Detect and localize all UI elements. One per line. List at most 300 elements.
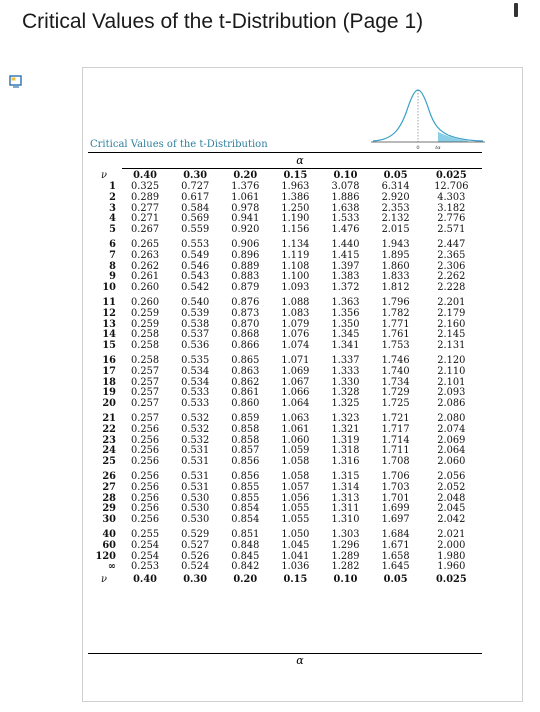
value-cell: 0.533 [181,398,210,410]
value-cell: 2.132 [381,213,410,225]
value-cell: 0.267 [131,224,160,236]
value-cell: 3.078 [331,181,360,192]
value-cell: 1.318 [331,445,360,457]
value-cell: 1.055 [281,503,310,515]
value-cell: 0.856 [231,456,260,468]
table-row [88,410,482,425]
value-cell: 0.879 [231,282,260,294]
value-cell: 0.257 [131,365,160,377]
value-cell: 1.740 [381,365,410,377]
value-cell: 0.876 [231,296,260,308]
value-cell: 1.250 [281,202,310,214]
df-cell: 6 [109,238,116,250]
value-cell: 1.055 [281,514,310,526]
table-row [88,236,482,251]
value-cell: 0.845 [231,550,260,562]
value-cell: 0.257 [131,376,160,388]
value-cell: 1.311 [331,503,360,515]
value-cell: 0.859 [231,412,260,424]
value-cell: 0.862 [231,376,260,388]
value-cell: 0.526 [181,550,210,562]
footer-alpha-cell: 0.15 [283,574,308,586]
table-row [88,399,482,410]
value-cell: 1.057 [281,481,310,493]
value-cell: 1.372 [331,282,360,294]
t-alpha-label: tα [435,145,441,150]
value-cell: 0.256 [131,456,160,468]
value-cell: 2.131 [437,340,466,352]
value-cell: 1.296 [331,539,360,551]
value-cell: 0.842 [231,561,260,573]
value-cell: 1.638 [331,202,360,214]
value-cell: 1.645 [381,561,410,573]
value-cell: 1.093 [281,282,310,294]
df-cell: 1 [109,181,116,192]
header-alpha-cell: 0.025 [435,170,467,181]
value-cell: 1.337 [331,354,360,366]
value-cell: 0.549 [181,249,210,261]
value-cell: 0.542 [181,282,210,294]
value-cell: 0.259 [131,318,160,330]
value-cell: 1.323 [331,412,360,424]
footer-alpha-cell: 0.025 [435,574,467,586]
value-cell: 1.076 [281,329,310,341]
value-cell: 0.854 [231,503,260,515]
value-cell: 0.530 [181,503,210,515]
value-cell: 0.263 [131,249,160,261]
value-cell: 0.531 [181,470,210,482]
value-cell: 0.941 [231,213,260,225]
value-cell: 2.160 [437,318,466,330]
value-cell: 1.058 [281,470,310,482]
df-cell: 24 [102,445,116,457]
value-cell: 0.535 [181,354,210,366]
value-cell: 2.120 [437,354,466,366]
header-alpha-cell: 0.10 [333,170,358,181]
value-cell: 0.617 [181,191,210,203]
value-cell: 0.257 [131,412,160,424]
value-cell: 0.256 [131,481,160,493]
value-cell: 0.258 [131,354,160,366]
value-cell: 0.536 [181,340,210,352]
value-cell: 1.943 [381,238,410,250]
header-alpha-cell: 0.40 [133,170,157,181]
value-cell: 1.708 [381,456,410,468]
value-cell: 0.257 [131,398,160,410]
value-cell: 1.303 [331,528,360,540]
table-row [88,352,482,367]
value-cell: 0.569 [181,213,210,225]
value-cell: 2.145 [437,329,466,341]
value-cell: 1.050 [281,528,310,540]
value-cell: 2.179 [437,307,466,319]
value-cell: 0.254 [131,550,160,562]
df-cell: 23 [102,434,116,446]
df-cell: 17 [102,365,116,377]
df-cell: 8 [109,260,116,272]
value-cell: 1.156 [281,224,310,236]
value-cell: 0.537 [181,329,210,341]
value-cell: 2.000 [437,539,466,551]
value-cell: 0.524 [181,561,210,573]
value-cell: 1.703 [381,481,410,493]
value-cell: 1.321 [331,423,360,435]
value-cell: 1.782 [381,307,410,319]
value-cell: 0.538 [181,318,210,330]
value-cell: 0.259 [131,307,160,319]
df-cell: 5 [109,224,116,236]
value-cell: 1.066 [281,387,310,399]
value-cell: 2.060 [437,456,466,468]
value-cell: 0.978 [231,202,260,214]
value-cell: 0.257 [131,387,160,399]
value-cell: 1.061 [231,191,260,203]
value-cell: 0.534 [181,365,210,377]
value-cell: 1.059 [281,445,310,457]
table-row [88,294,482,309]
value-cell: 1.397 [331,260,360,272]
value-cell: 0.540 [181,296,210,308]
value-cell: 1.289 [331,550,360,562]
value-cell: 1.058 [281,456,310,468]
value-cell: 0.856 [231,470,260,482]
footer-alpha-cell: 0.30 [183,574,208,586]
value-cell: 1.036 [281,561,310,573]
value-cell: 1.706 [381,470,410,482]
value-cell: 0.851 [231,528,260,540]
df-cell: 12 [102,307,116,319]
footer-alpha-cell: 0.10 [333,574,358,586]
value-cell: 1.717 [381,423,410,435]
df-cell: 40 [102,528,116,540]
value-cell: 1.045 [281,539,310,551]
alpha-footer: α [296,654,304,667]
value-cell: 0.539 [181,307,210,319]
value-cell: 2.093 [437,387,466,399]
value-cell: 0.858 [231,434,260,446]
alpha-label: α [448,131,452,137]
value-cell: 1.314 [331,481,360,493]
df-cell: 27 [102,481,116,493]
value-cell: 0.553 [181,238,210,250]
value-cell: 1.119 [281,249,310,261]
value-cell: 2.056 [437,470,466,482]
value-cell: 1.067 [281,376,310,388]
value-cell: 0.534 [181,376,210,388]
table-row [88,562,482,573]
value-cell: 1.711 [381,445,410,457]
value-cell: 0.860 [231,398,260,410]
value-cell: 0.265 [131,238,160,250]
value-cell: 2.045 [437,503,466,515]
table-row [88,225,482,236]
value-cell: 0.532 [181,412,210,424]
image-icon[interactable] [9,74,23,88]
value-cell: 1.063 [281,412,310,424]
value-cell: 1.761 [381,329,410,341]
scrollbar-handle[interactable] [514,3,518,17]
value-cell: 0.873 [231,307,260,319]
table-row [88,457,482,468]
value-cell: 0.533 [181,387,210,399]
value-cell: 0.584 [181,202,210,214]
value-cell: 0.543 [181,271,210,283]
value-cell: 1.310 [331,514,360,526]
value-cell: 2.353 [381,202,410,214]
value-cell: 1.725 [381,398,410,410]
value-cell: 2.048 [437,492,466,504]
value-cell: 0.256 [131,503,160,515]
df-cell: 16 [102,354,116,366]
table-row [88,526,482,541]
value-cell: 1.079 [281,318,310,330]
value-cell: 1.812 [381,282,410,294]
value-cell: 0.863 [231,365,260,377]
value-cell: 1.108 [281,260,310,272]
value-cell: 0.532 [181,434,210,446]
value-cell: 2.201 [437,296,466,308]
df-cell: 18 [102,376,116,388]
value-cell: 1.328 [331,387,360,399]
df-cell: 25 [102,456,116,468]
value-cell: 0.546 [181,260,210,272]
value-cell: 1.771 [381,318,410,330]
value-cell: 0.256 [131,514,160,526]
value-cell: 0.256 [131,434,160,446]
value-cell: 2.042 [437,514,466,526]
value-cell: 1.190 [281,213,310,225]
table-row [88,483,482,494]
value-cell: 0.531 [181,456,210,468]
value-cell: 0.254 [131,539,160,551]
value-cell: 1.860 [381,260,410,272]
value-cell: 4.303 [437,191,466,203]
value-cell: 1.316 [331,456,360,468]
value-cell: 1.684 [381,528,410,540]
value-cell: 0.260 [131,296,160,308]
value-cell: 2.064 [437,445,466,457]
value-cell: 2.228 [437,282,466,294]
value-cell: 0.325 [131,181,160,192]
value-cell: 0.861 [231,387,260,399]
value-cell: 1.833 [381,271,410,283]
value-cell: 1.386 [281,191,310,203]
value-cell: 0.866 [231,340,260,352]
table-row [88,541,482,552]
value-cell: 0.727 [181,181,210,192]
value-cell: 2.052 [437,481,466,493]
value-cell: 0.256 [131,492,160,504]
value-cell: 1.071 [281,354,310,366]
value-cell: 2.015 [381,224,410,236]
value-cell: 2.101 [437,376,466,388]
value-cell: 1.714 [381,434,410,446]
density-curve [373,90,483,141]
value-cell: 1.960 [437,561,466,573]
df-cell: 22 [102,423,116,435]
footer-alpha-cell: 0.40 [133,574,157,586]
value-cell: 12.706 [434,181,469,192]
header-alpha-cell: 0.15 [283,170,308,181]
value-cell: 1.282 [331,561,360,573]
value-cell: 0.527 [181,539,210,551]
table-row [88,515,482,526]
value-cell: 2.776 [437,213,466,225]
df-cell: 15 [102,340,116,352]
value-cell: 1.701 [381,492,410,504]
table-row [88,309,482,320]
value-cell: 0.865 [231,354,260,366]
value-cell: 1.315 [331,470,360,482]
value-cell: 6.314 [381,181,410,192]
value-cell: 0.256 [131,445,160,457]
value-cell: 0.870 [231,318,260,330]
value-cell: 1.697 [381,514,410,526]
value-cell: 0.529 [181,528,210,540]
value-cell: 0.253 [131,561,160,573]
value-cell: 1.061 [281,423,310,435]
value-cell: 1.476 [331,224,360,236]
value-cell: 1.041 [281,550,310,562]
value-cell: 3.182 [437,202,466,214]
critical-values-table [88,169,482,586]
value-cell: 1.895 [381,249,410,261]
value-cell: 1.533 [331,213,360,225]
value-cell: 2.110 [437,365,466,377]
value-cell: 0.258 [131,340,160,352]
header-alpha-cell: 0.05 [383,170,408,181]
value-cell: 0.271 [131,213,160,225]
value-cell: 0.261 [131,271,160,283]
value-cell: 0.854 [231,514,260,526]
value-cell: 0.920 [231,224,260,236]
df-cell: 13 [102,318,116,330]
value-cell: 0.530 [181,492,210,504]
table-row [88,193,482,204]
value-cell: 2.920 [381,191,410,203]
table-subtitle: Critical Values of the t-Distribution [90,139,268,150]
value-cell: 1.356 [331,307,360,319]
value-cell: 1.721 [381,412,410,424]
df-cell: 3 [109,202,116,214]
value-cell: 1.345 [331,329,360,341]
value-cell: 1.350 [331,318,360,330]
value-cell: 1.753 [381,340,410,352]
df-cell: 28 [102,492,116,504]
value-cell: 1.313 [331,492,360,504]
header-alpha-cell: 0.20 [233,170,258,181]
value-cell: 0.531 [181,481,210,493]
df-cell: 120 [95,550,116,562]
value-cell: 1.064 [281,398,310,410]
df-cell: 11 [102,296,116,308]
value-cell: 1.963 [281,181,310,192]
value-cell: 1.440 [331,238,360,250]
value-cell: 2.365 [437,249,466,261]
value-cell: 2.447 [437,238,466,250]
value-cell: 1.319 [331,434,360,446]
value-cell: 1.734 [381,376,410,388]
value-cell: 0.559 [181,224,210,236]
df-cell: 10 [102,282,116,294]
df-cell: 7 [109,249,116,261]
value-cell: 1.333 [331,365,360,377]
value-cell: 1.699 [381,503,410,515]
value-cell: 1.415 [331,249,360,261]
value-cell: 0.855 [231,492,260,504]
footer-alpha-cell: 0.20 [233,574,258,586]
value-cell: 0.889 [231,260,260,272]
value-cell: 2.086 [437,398,466,410]
value-cell: 0.289 [131,191,160,203]
df-cell: 26 [102,470,116,482]
value-cell: 0.255 [131,528,160,540]
value-cell: 1.886 [331,191,360,203]
value-cell: 0.262 [131,260,160,272]
df-cell: 2 [109,191,116,203]
value-cell: 1.376 [231,181,260,192]
table-row [88,367,482,378]
table-row [88,425,482,436]
footer-alpha-cell: 0.05 [383,574,408,586]
value-cell: 0.532 [181,423,210,435]
df-cell: 29 [102,503,116,515]
page-title: Critical Values of the t-Distribution (Page 1) [22,10,424,33]
value-cell: 1.363 [331,296,360,308]
value-cell: 1.100 [281,271,310,283]
header-alpha-cell: 0.30 [183,170,208,181]
value-cell: 0.906 [231,238,260,250]
value-cell: 1.330 [331,376,360,388]
value-cell: 1.083 [281,307,310,319]
value-cell: 2.080 [437,412,466,424]
value-cell: 0.530 [181,514,210,526]
alpha-header: α [296,154,304,167]
value-cell: 1.383 [331,271,360,283]
value-cell: 1.746 [381,354,410,366]
value-cell: 2.074 [437,423,466,435]
value-cell: 1.796 [381,296,410,308]
df-cell: 60 [102,539,116,551]
value-cell: 0.260 [131,282,160,294]
header-nu-cell: ν [101,170,107,181]
df-cell: 14 [102,329,116,341]
value-cell: 2.571 [437,224,466,236]
value-cell: 2.262 [437,271,466,283]
df-cell: 20 [102,398,116,410]
value-cell: 1.325 [331,398,360,410]
df-cell: 4 [109,213,116,225]
value-cell: 1.671 [381,539,410,551]
value-cell: 0.855 [231,481,260,493]
value-cell: 0.896 [231,249,260,261]
value-cell: 1.074 [281,340,310,352]
zero-label: 0 [416,145,420,150]
value-cell: 0.258 [131,329,160,341]
value-cell: 1.134 [281,238,310,250]
value-cell: 1.088 [281,296,310,308]
table-row [88,341,482,352]
value-cell: 1.729 [381,387,410,399]
df-cell: 30 [102,514,116,526]
value-cell: 2.306 [437,260,466,272]
df-cell: 9 [109,271,116,283]
value-cell: 1.069 [281,365,310,377]
top-rule [88,152,482,153]
table-row [88,251,482,262]
value-cell: 0.848 [231,539,260,551]
value-cell: 1.060 [281,434,310,446]
